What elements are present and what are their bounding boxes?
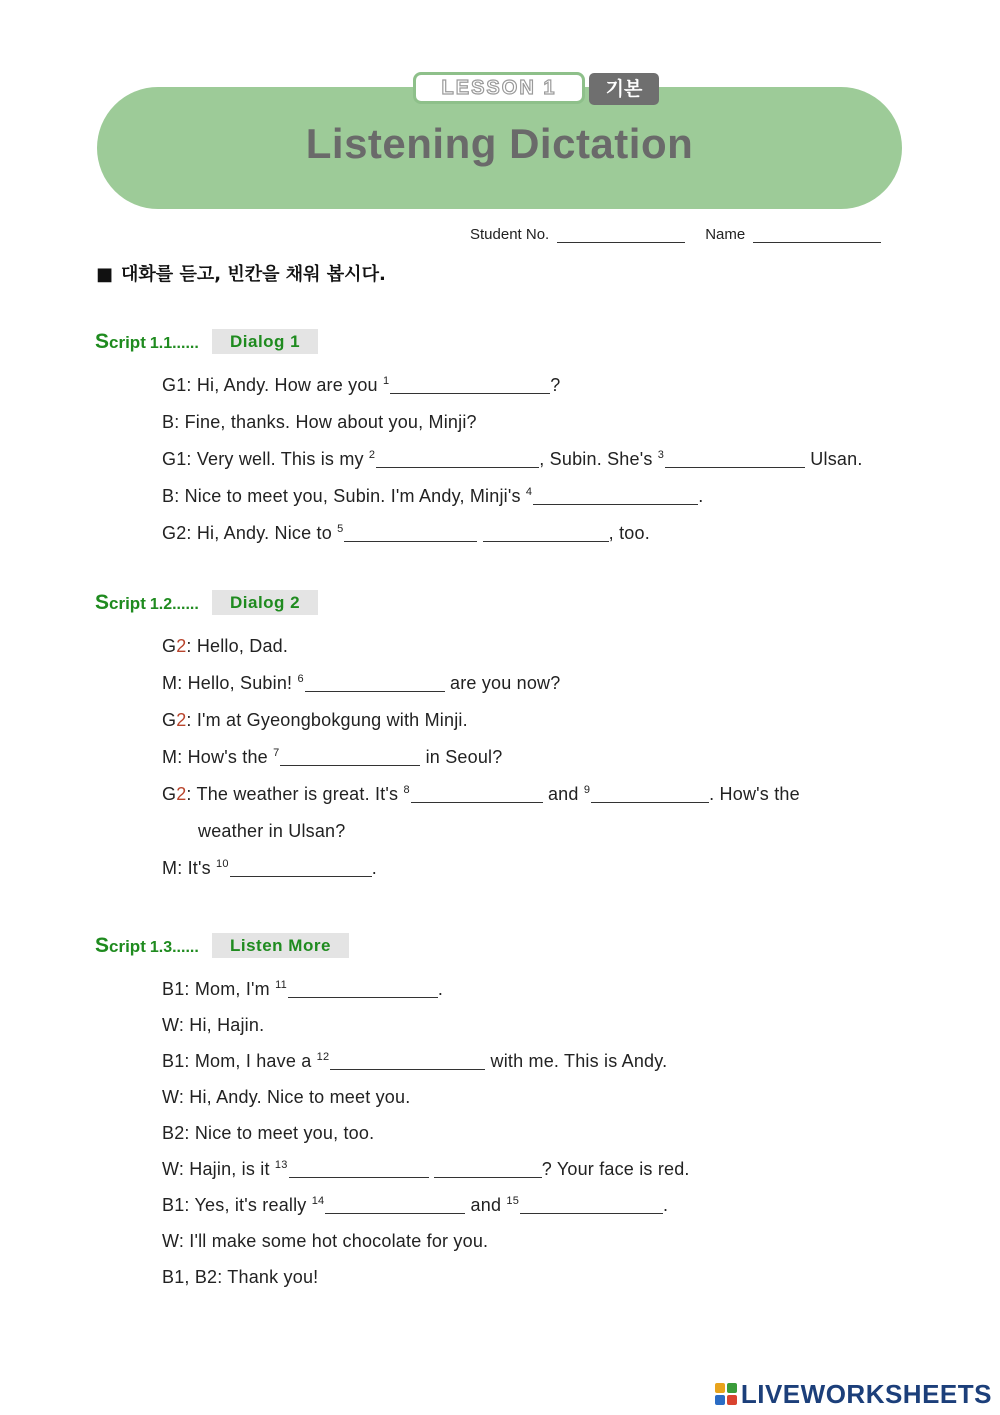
script-number: 1.3...... bbox=[149, 939, 199, 956]
script-number: 1.1...... bbox=[149, 335, 199, 352]
blank-5[interactable] bbox=[344, 527, 477, 542]
dialog-line: G2: I'm at Gyeongbokgung with Minji. bbox=[162, 710, 468, 730]
dialog-line: B1: Yes, it's really $^{14}$ and $^{15}$ . bbox=[162, 1195, 669, 1215]
dialog-line: B1, B2: Thank you! bbox=[162, 1267, 319, 1287]
dialog-line: G2: Hi, Andy. Nice to $^5$ , too. bbox=[162, 523, 650, 543]
instruction-text: 대화를 듣고, 빈칸을 채워 봅시다. bbox=[121, 264, 386, 285]
dialog-line: M: It's $^{10}$ . bbox=[162, 858, 377, 878]
dialog-tag: Dialog 1 bbox=[212, 329, 318, 354]
logo-block bbox=[727, 1383, 737, 1393]
blank-10[interactable] bbox=[230, 862, 372, 877]
logo-blocks-icon bbox=[715, 1383, 737, 1405]
logo-block bbox=[727, 1395, 737, 1405]
blank-4[interactable] bbox=[533, 490, 698, 505]
page-title: Listening Dictation bbox=[305, 120, 694, 167]
script-heading-3 bbox=[95, 934, 331, 960]
blank-15[interactable] bbox=[520, 1199, 663, 1214]
dialog-line: M: Hello, Subin! $^6$ are you now? bbox=[162, 673, 561, 693]
student-no-label: Student No. bbox=[470, 226, 550, 243]
dialog-line: B: Nice to meet you, Subin. I'm Andy, Minji's $^4$ . bbox=[162, 486, 704, 506]
dialog-line: G2: The weather is great. It's $^8$ and $^9$ . How's the bbox=[162, 784, 800, 804]
blank-14[interactable] bbox=[325, 1199, 465, 1214]
blank-9[interactable] bbox=[591, 788, 709, 803]
dialog-line: B1: Mom, I have a $^{12}$ with me. This is Andy. bbox=[162, 1051, 668, 1071]
dialog-line: W: Hi, Hajin. bbox=[162, 1015, 265, 1035]
dialog-line: G2: Hello, Dad. bbox=[162, 636, 289, 656]
script-label: Script bbox=[95, 330, 146, 353]
script-label: Script bbox=[95, 934, 146, 957]
blank-7[interactable] bbox=[280, 751, 420, 766]
dialog-tag: Dialog 2 bbox=[212, 590, 318, 615]
dialog-line: W: Hi, Andy. Nice to meet you. bbox=[162, 1087, 411, 1107]
dialog-line: W: Hajin, is it $^{13}$ ? Your face is red. bbox=[162, 1159, 690, 1179]
dialog-line: B2: Nice to meet you, too. bbox=[162, 1123, 375, 1143]
script-heading-2 bbox=[95, 591, 301, 617]
dialog-line: M: How's the $^7$ in Seoul? bbox=[162, 747, 503, 767]
blank-11[interactable] bbox=[288, 983, 438, 998]
blank-13b[interactable] bbox=[434, 1163, 542, 1178]
blank-13[interactable] bbox=[289, 1163, 429, 1178]
logo-block bbox=[715, 1383, 725, 1393]
square-bullet-icon: ■ bbox=[96, 264, 114, 285]
script-label: Script bbox=[95, 591, 146, 614]
dialog-line: B1: Mom, I'm $^{11}$ . bbox=[162, 979, 444, 999]
blank-12[interactable] bbox=[330, 1055, 485, 1070]
dialog-line: W: I'll make some hot chocolate for you. bbox=[162, 1231, 489, 1251]
level-badge: 기본 bbox=[589, 73, 659, 105]
dialog-line: G1: Hi, Andy. How are you $^1$ ? bbox=[162, 375, 561, 395]
blank-5b[interactable] bbox=[483, 527, 609, 542]
student-info-row bbox=[470, 226, 881, 243]
liveworksheets-logo[interactable] bbox=[715, 1379, 992, 1409]
name-label: Name bbox=[705, 226, 746, 243]
name-field[interactable] bbox=[753, 228, 881, 243]
blank-2[interactable] bbox=[376, 453, 539, 468]
logo-text: LIVEWORKSHEETS bbox=[740, 1378, 992, 1409]
title-banner bbox=[97, 87, 902, 209]
instruction bbox=[96, 260, 386, 286]
dialog-tag: Listen More bbox=[212, 933, 349, 958]
script-number: 1.2...... bbox=[149, 596, 199, 613]
lesson-label: LESSON 1 bbox=[413, 72, 585, 104]
script-heading-1 bbox=[95, 330, 301, 356]
dialog-line: weather in Ulsan? bbox=[198, 821, 346, 841]
dialog-line: B: Fine, thanks. How about you, Minji? bbox=[162, 412, 477, 432]
student-no-field[interactable] bbox=[557, 228, 685, 243]
blank-8[interactable] bbox=[411, 788, 543, 803]
dialog-line: G1: Very well. This is my $^2$ , Subin. She's $^3$ Ulsan. bbox=[162, 449, 863, 469]
blank-6[interactable] bbox=[305, 677, 445, 692]
blank-3[interactable] bbox=[665, 453, 805, 468]
logo-block bbox=[715, 1395, 725, 1405]
blank-1[interactable] bbox=[390, 379, 550, 394]
